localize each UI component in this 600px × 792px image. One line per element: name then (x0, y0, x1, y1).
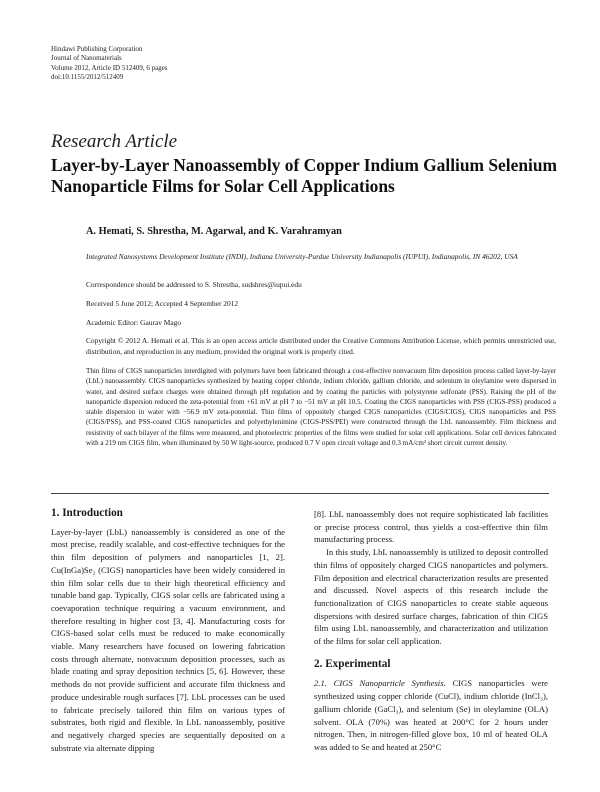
experimental-text: CIGS nanoparticles were synthesized using copper chloride (CuCl), indium chloride (InCl₃), gallium chloride (GaCl₃), and selenium (Se) in oleylamine (OLA) solvent. OLA (70%) was heated at 200°C for 2 hours under nitrogen. Then, in nitrogen-filled glove box, 10 ml of heated OLA was added to Se and heated at 250°C (314, 678, 549, 752)
experimental-paragraph-1 (314, 677, 548, 753)
journal-name: Journal of Nanomaterials (51, 54, 122, 63)
authors: A. Hemati, S. Shrestha, M. Agarwal, and K. Varahramyan (86, 226, 342, 237)
right-column (314, 508, 548, 754)
journal-header (51, 45, 168, 83)
paper-title: Layer-by-Layer Nanoassembly of Copper Indium Gallium Selenium Nanoparticle Films for Solar Cell Applications (51, 155, 557, 196)
subsection-heading: 2.1. CIGS Nanoparticle Synthesis. (314, 678, 446, 689)
volume-info: Volume 2012, Article ID 512409, 6 pages (51, 63, 168, 72)
divider (51, 493, 549, 494)
section-heading-experimental: 2. Experimental (314, 657, 391, 670)
correspondence: Correspondence should be addressed to S. Shrestha, sudshres@iupui.edu (86, 280, 302, 289)
dates: Received 5 June 2012; Accepted 4 September 2012 (86, 299, 239, 308)
left-column (51, 507, 285, 754)
affiliation: Integrated Nanosystems Development Institute (INDI), Indiana University-Purdue University Indianapolis (IUPUI), Indianapolis, IN 46202, USA (86, 252, 518, 261)
copyright: Copyright © 2012 A. Hemati et al. This is an open access article distributed under the Creative Commons Attribution License, which permits unrestricted use, distribution, and reproduction in any medium, provided the original work is properly cited. (86, 336, 556, 356)
article-type: Research Article (51, 131, 178, 152)
doi: doi:10.1155/2012/512409 (51, 73, 124, 82)
intro-paragraph-2: In this study, LbL nanoassembly is utilized to deposit controlled thin films of oppositely charged CIGS nanoparticles and polymers. Film deposition and electrical characterization results are presented and discussed. Novel aspects of this research include the functionalization of CIGS nanoparticles to create stable aqueous dispersions with desired surface charges, fabrication of thin CIGS film using LbL nanoassembly, and characterization and utilization of the films for solar cell application. (314, 547, 548, 647)
abstract: Thin films of CIGS nanoparticles interdigited with polymers have been fabricated through a cost-effective nonvacuum film deposition process called layer-by-layer (LbL) nanoassembly. CIGS nanoparticles synthesized by heating copper chloride, indium chloride, gallium chloride, and selenium in oleylamine were dispersed in water, and desired surface charges were obtained through pH regulation and by coating the particles with polystyrene sulfonate (PSS). Raising the pH of the nanoparticle dispersion reduced the zeta-potential from +61 mV at pH 7 to −51 mV at pH 10.5. Coating the CIGS nanoparticles with PSS (CIGS-PSS) produced a stable dispersion in water with −56.9 mV zeta-potential. Thin films of oppositely charged CIGS nanoparticles (CIGS/CIGS), CIGS nanoparticles and PSS (CIGS/PSS), and PSS-coated CIGS nanoparticles and polyethylenimine (CIGS-PSS/PEI) were constructed through the LbL nanoassembly. Film thickness and resistivity of each bilayer of the films were measured, and photoelectric properties of the films were studied for solar cell applications. Solar cell devices fabricated with a 219 nm CIGS film, when illuminated by 50 W light-source, produced 0.7 V open circuit voltage and 0.3 mA/cm² short circuit current density. (86, 367, 556, 448)
intro-paragraph-1: Layer-by-layer (LbL) nanoassembly is considered as one of the most precise, readily scalable, and cost-effective techniques for the thin film deposition of polymers and nanoparticles [1, 2]. Cu(InGa)Se₂ (CIGS) nanoparticles have been widely considered in thin film solar cells due to their high theoretical efficiency and tunable band gap. Typically, CIGS solar cells are fabricated using a coevaporation technique requiring a vacuum environment, and therefore resulting in higher cost [3, 4]. Manufacturing costs for CIGS-based solar cells must be reduced to make economically viable. Many researchers have focused on lowering fabrication costs through alternate, nonvacuum deposition processes, such as blade coating and spray deposition technics [5, 6]. However, these methods do not provide sufficient and accurate film thickness and produce undesirable rough surfaces [7]. LbL processes can be used to fabricate precisely tailored thin film on various types of substrates, both rigid and flexible. In LbL nanoassembly, positive and negatively charged species are sequentially deposited on a substrate via alternate dipping (51, 526, 285, 753)
publisher: Hindawi Publishing Corporation (51, 45, 143, 53)
academic-editor: Academic Editor: Gaurav Mago (86, 318, 182, 327)
section-heading-introduction: 1. Introduction (51, 507, 123, 519)
intro-paragraph-1-continued: [8]. LbL nanoassembly does not require sophisticated lab facilities or precise process control, thus yields a cost-effective thin film manufacturing process. (314, 509, 548, 545)
